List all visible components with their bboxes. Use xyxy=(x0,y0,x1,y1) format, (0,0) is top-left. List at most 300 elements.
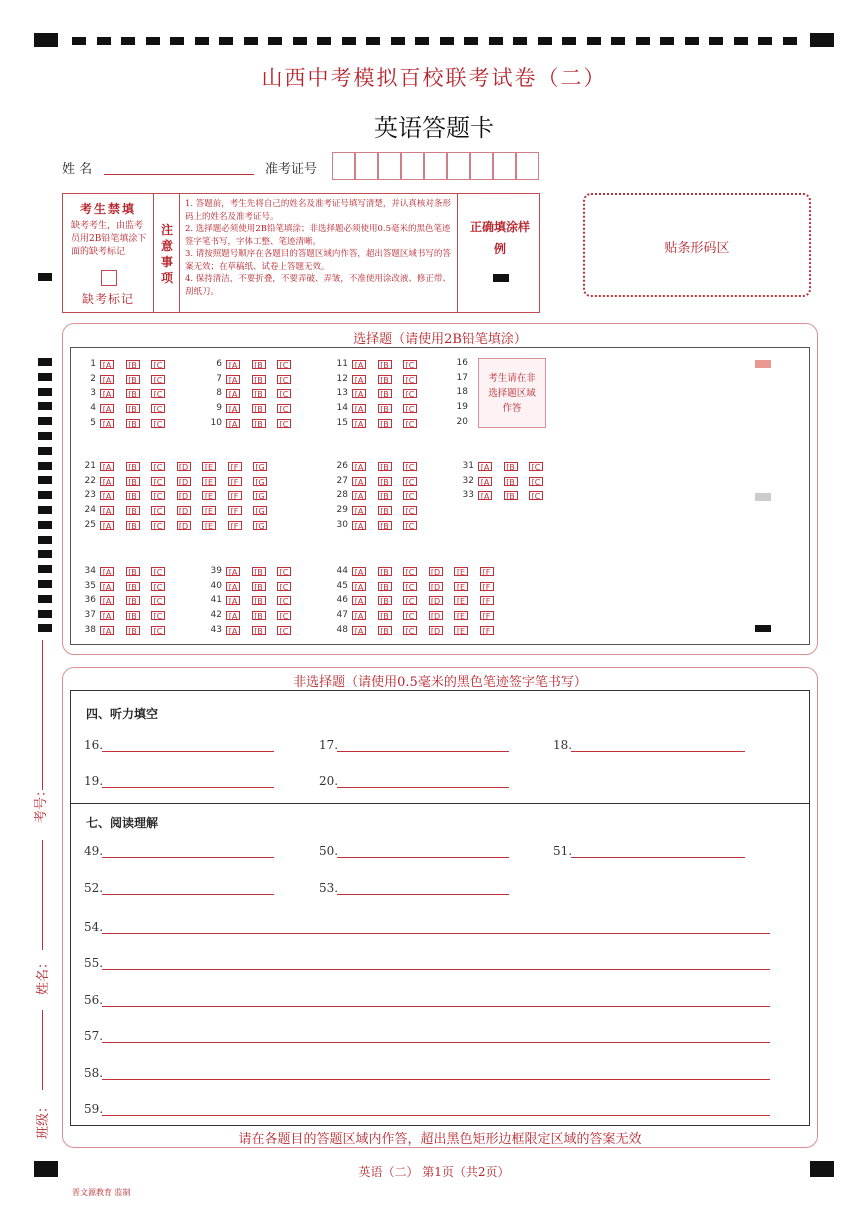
option-bubble[interactable]: [A xyxy=(100,477,114,486)
timing-mark xyxy=(38,506,52,514)
option-bubble[interactable]: [C xyxy=(277,389,291,398)
option-bubble[interactable]: [A xyxy=(226,596,240,605)
option-bubble[interactable]: [C xyxy=(277,611,291,620)
answer-line[interactable] xyxy=(102,932,770,934)
option-bubble[interactable]: [C xyxy=(277,582,291,591)
option-bubble[interactable]: [C xyxy=(403,360,417,369)
option-bubble[interactable]: [C xyxy=(151,596,165,605)
option-bubble[interactable]: [B xyxy=(504,477,518,486)
option-bubble[interactable]: [A xyxy=(226,419,240,428)
answer-label: 49. xyxy=(84,844,104,858)
question-number: 7 xyxy=(216,373,222,384)
option-bubble[interactable]: [C xyxy=(403,567,417,576)
answer-line[interactable] xyxy=(571,856,745,858)
ticket-digit-box[interactable] xyxy=(447,152,470,180)
question-number: 43 xyxy=(210,624,222,635)
question-number: 23 xyxy=(84,490,96,501)
option-bubble[interactable]: [C xyxy=(277,626,291,635)
option-bubble[interactable]: [E xyxy=(454,582,468,591)
option-bubble[interactable]: [A xyxy=(352,419,366,428)
option-bubble[interactable]: [C xyxy=(151,491,165,500)
option-bubble[interactable]: [C xyxy=(151,375,165,384)
option-bubble[interactable]: [C xyxy=(151,521,165,530)
option-bubble[interactable]: [B xyxy=(378,419,392,428)
option-bubble[interactable]: [B xyxy=(126,375,140,384)
page-number: 英语（二） 第1页（共2页） xyxy=(358,1165,510,1179)
option-bubble[interactable]: [D xyxy=(177,521,191,530)
answer-label: 52. xyxy=(84,881,104,895)
question-number: 10 xyxy=(210,417,222,428)
answer-label: 56. xyxy=(84,992,104,1007)
option-bubble[interactable]: [E xyxy=(454,596,468,605)
timing-mark xyxy=(440,37,454,45)
option-bubble[interactable]: [C xyxy=(151,506,165,515)
option-bubble[interactable]: [A xyxy=(352,477,366,486)
answer-line[interactable] xyxy=(337,786,509,788)
option-bubble[interactable]: [A xyxy=(352,506,366,515)
option-bubble[interactable]: [E xyxy=(202,491,216,500)
side-line xyxy=(42,640,43,790)
timing-mark xyxy=(38,521,52,529)
timing-mark xyxy=(38,595,52,603)
option-bubble[interactable]: [B xyxy=(252,375,266,384)
option-bubble[interactable]: [C xyxy=(403,389,417,398)
option-bubble[interactable]: [C xyxy=(151,567,165,576)
question-number: 6 xyxy=(216,359,222,369)
option-bubble[interactable]: [A xyxy=(100,462,114,471)
answer-line[interactable] xyxy=(337,856,509,858)
question-number: 24 xyxy=(84,505,96,516)
option-bubble[interactable]: [A xyxy=(352,360,366,369)
option-bubble[interactable]: [B xyxy=(126,596,140,605)
question-number: 45 xyxy=(336,580,348,591)
option-bubble[interactable]: [A xyxy=(100,611,114,620)
timing-mark xyxy=(783,37,797,45)
timing-mark xyxy=(195,37,209,45)
option-bubble[interactable]: [A xyxy=(100,506,114,515)
option-bubble[interactable]: [B xyxy=(252,389,266,398)
question-number: 27 xyxy=(336,475,348,486)
timing-mark xyxy=(562,37,576,45)
timing-mark xyxy=(38,536,52,544)
divider xyxy=(457,194,458,312)
answer-line[interactable] xyxy=(337,750,509,752)
option-bubble[interactable]: [B xyxy=(126,611,140,620)
answer-line[interactable] xyxy=(337,893,509,895)
answer-line[interactable] xyxy=(571,750,745,752)
option-bubble[interactable]: [A xyxy=(226,360,240,369)
part4-title: 四、听力填空 xyxy=(86,707,159,721)
ticket-label: 准考证号 xyxy=(265,162,318,177)
question-number: 39 xyxy=(210,566,222,576)
option-bubble[interactable]: [C xyxy=(151,462,165,471)
option-bubble[interactable]: [A xyxy=(352,596,366,605)
option-bubble[interactable]: [E xyxy=(202,521,216,530)
question-number: 37 xyxy=(84,610,96,621)
option-bubble[interactable]: [B xyxy=(126,477,140,486)
option-bubble[interactable]: [A xyxy=(100,404,114,413)
option-bubble[interactable]: [B xyxy=(378,626,392,635)
question-number: 32 xyxy=(462,475,474,486)
side-name: 姓名： xyxy=(36,955,52,996)
option-bubble[interactable]: [C xyxy=(403,404,417,413)
option-bubble[interactable]: [D xyxy=(429,611,443,620)
ticket-digit-box[interactable] xyxy=(378,152,401,180)
top-timing-marks xyxy=(72,37,800,45)
option-bubble[interactable]: [G xyxy=(253,491,267,500)
timing-mark xyxy=(244,37,258,45)
option-bubble[interactable]: [F xyxy=(228,521,242,530)
option-bubble[interactable]: [A xyxy=(478,462,492,471)
option-bubble[interactable]: [F xyxy=(480,626,494,635)
option-bubble[interactable]: [D xyxy=(177,477,191,486)
answer-label: 58. xyxy=(84,1065,104,1080)
option-bubble[interactable]: [B xyxy=(252,611,266,620)
question-number: 34 xyxy=(84,566,96,576)
timing-mark xyxy=(72,37,86,45)
option-bubble[interactable]: [F xyxy=(480,567,494,576)
timing-mark xyxy=(38,462,52,470)
option-bubble[interactable]: [E xyxy=(454,611,468,620)
option-bubble[interactable]: [C xyxy=(529,477,543,486)
option-bubble[interactable]: [C xyxy=(151,360,165,369)
timing-mark xyxy=(660,37,674,45)
question-number: 40 xyxy=(210,580,222,591)
option-bubble[interactable]: [C xyxy=(151,611,165,620)
timing-mark xyxy=(97,37,111,45)
question-number: 48 xyxy=(336,624,348,635)
non-choice-hint-box xyxy=(478,358,546,428)
option-bubble[interactable]: [C xyxy=(403,506,417,515)
option-bubble[interactable]: [E xyxy=(202,462,216,471)
answer-line[interactable] xyxy=(102,968,770,970)
option-bubble[interactable]: [A xyxy=(352,626,366,635)
option-bubble[interactable]: [A xyxy=(226,567,240,576)
option-bubble[interactable]: [A xyxy=(100,360,114,369)
option-bubble[interactable]: [B xyxy=(378,491,392,500)
option-bubble[interactable]: [A xyxy=(352,521,366,530)
answer-label: 18. xyxy=(553,738,573,752)
side-line xyxy=(42,1010,43,1090)
answer-line[interactable] xyxy=(102,1041,770,1043)
option-bubble[interactable]: [C xyxy=(277,596,291,605)
option-bubble[interactable]: [G xyxy=(253,462,267,471)
question-number: 26 xyxy=(336,461,348,471)
option-bubble[interactable]: [B xyxy=(504,462,518,471)
question-number: 21 xyxy=(84,461,96,471)
option-bubble[interactable]: [A xyxy=(100,626,114,635)
option-bubble[interactable]: [A xyxy=(100,521,114,530)
option-bubble[interactable]: [A xyxy=(352,375,366,384)
question-number: 14 xyxy=(336,403,348,414)
option-bubble[interactable]: [C xyxy=(151,582,165,591)
option-bubble[interactable]: [B xyxy=(252,582,266,591)
option-bubble[interactable]: [C xyxy=(277,360,291,369)
option-bubble[interactable]: [D xyxy=(429,567,443,576)
option-bubble[interactable]: [C xyxy=(403,626,417,635)
option-bubble[interactable]: [B xyxy=(126,419,140,428)
option-bubble[interactable]: [A xyxy=(226,375,240,384)
timing-mark xyxy=(219,37,233,45)
ticket-digit-box[interactable] xyxy=(516,152,539,180)
option-bubble[interactable]: [C xyxy=(403,477,417,486)
option-bubble[interactable]: [A xyxy=(226,626,240,635)
option-bubble[interactable]: [C xyxy=(529,462,543,471)
option-bubble[interactable]: [A xyxy=(100,389,114,398)
option-bubble[interactable]: [C xyxy=(151,419,165,428)
option-bubble[interactable]: [B xyxy=(252,419,266,428)
timing-mark xyxy=(611,37,625,45)
answer-line[interactable] xyxy=(102,750,274,752)
timing-mark xyxy=(38,491,52,499)
option-bubble[interactable]: [A xyxy=(352,462,366,471)
option-bubble[interactable]: [E xyxy=(202,477,216,486)
option-bubble[interactable]: [A xyxy=(226,582,240,591)
option-bubble[interactable]: [B xyxy=(252,360,266,369)
option-bubble[interactable]: [B xyxy=(126,582,140,591)
option-bubble[interactable]: [B xyxy=(126,389,140,398)
timing-mark xyxy=(170,37,184,45)
option-bubble[interactable]: [C xyxy=(277,375,291,384)
option-bubble[interactable]: [F xyxy=(228,506,242,515)
option-bubble[interactable]: [B xyxy=(378,404,392,413)
timing-mark xyxy=(268,37,282,45)
option-bubble[interactable]: [A xyxy=(352,567,366,576)
timing-mark xyxy=(587,37,601,45)
option-bubble[interactable]: [B xyxy=(126,491,140,500)
question-number: 47 xyxy=(336,610,348,621)
option-bubble[interactable]: [D xyxy=(429,626,443,635)
absent-checkbox[interactable] xyxy=(101,270,117,286)
option-bubble[interactable]: [B xyxy=(126,462,140,471)
barcode-area xyxy=(583,193,811,297)
option-bubble[interactable]: [B xyxy=(252,567,266,576)
option-bubble[interactable]: [C xyxy=(151,389,165,398)
ticket-digit-box[interactable] xyxy=(332,152,355,180)
option-bubble[interactable]: [B xyxy=(378,389,392,398)
timing-mark xyxy=(38,550,52,558)
option-bubble[interactable]: [B xyxy=(126,626,140,635)
question-number: 19 xyxy=(456,402,468,413)
option-bubble[interactable]: [A xyxy=(226,404,240,413)
timing-mark xyxy=(317,37,331,45)
option-bubble[interactable]: [B xyxy=(378,596,392,605)
option-bubble[interactable]: [A xyxy=(352,611,366,620)
question-number: 46 xyxy=(336,595,348,606)
answer-label: 51. xyxy=(553,844,573,858)
option-bubble[interactable]: [A xyxy=(478,491,492,500)
option-bubble[interactable]: [C xyxy=(151,626,165,635)
option-bubble[interactable]: [F xyxy=(228,462,242,471)
timing-mark xyxy=(121,37,135,45)
option-bubble[interactable]: [F xyxy=(228,477,242,486)
option-bubble[interactable]: [E xyxy=(202,506,216,515)
timing-mark xyxy=(391,37,405,45)
part7-title: 七、阅读理解 xyxy=(86,816,159,830)
timing-mark xyxy=(146,37,160,45)
option-bubble[interactable]: [D xyxy=(429,596,443,605)
option-bubble[interactable]: [B xyxy=(126,506,140,515)
question-number: 1 xyxy=(90,359,96,369)
option-bubble[interactable]: [A xyxy=(100,491,114,500)
ticket-digit-box[interactable] xyxy=(493,152,516,180)
option-bubble[interactable]: [B xyxy=(378,477,392,486)
option-bubble[interactable]: [A xyxy=(226,611,240,620)
option-bubble[interactable]: [C xyxy=(403,521,417,530)
option-bubble[interactable]: [F xyxy=(480,582,494,591)
divider xyxy=(179,194,180,312)
timing-mark xyxy=(366,37,380,45)
question-number: 31 xyxy=(462,461,474,471)
option-bubble[interactable]: [B xyxy=(378,462,392,471)
option-bubble[interactable]: [B xyxy=(378,611,392,620)
corner-mark-tr xyxy=(810,33,834,47)
sample-mark xyxy=(493,274,509,282)
option-bubble[interactable]: [F xyxy=(228,491,242,500)
timing-mark xyxy=(513,37,527,45)
option-bubble[interactable]: [D xyxy=(177,491,191,500)
option-bubble[interactable]: [A xyxy=(352,491,366,500)
option-bubble[interactable]: [C xyxy=(403,462,417,471)
notes-label: 注意事项 xyxy=(161,223,174,285)
sample-label: 正确填涂样例 xyxy=(469,220,530,256)
option-bubble[interactable]: [B xyxy=(126,567,140,576)
option-bubble[interactable]: [F xyxy=(480,611,494,620)
question-number: 12 xyxy=(336,373,348,384)
option-bubble[interactable]: [G xyxy=(253,521,267,530)
timing-mark xyxy=(415,37,429,45)
question-number: 42 xyxy=(210,610,222,621)
answer-line[interactable] xyxy=(102,856,274,858)
answer-line[interactable] xyxy=(102,1114,770,1116)
option-bubble[interactable]: [C xyxy=(277,419,291,428)
question-number: 9 xyxy=(216,403,222,414)
timing-mark xyxy=(342,37,356,45)
answer-line[interactable] xyxy=(102,1078,770,1080)
answer-label: 54. xyxy=(84,920,104,934)
timing-mark xyxy=(758,37,772,45)
option-bubble[interactable]: [D xyxy=(177,462,191,471)
name-label: 姓 名 xyxy=(62,162,93,177)
position-mark xyxy=(755,360,771,368)
printer-label: 晋文源教育 监制 xyxy=(72,1188,131,1197)
option-bubble[interactable]: [B xyxy=(504,491,518,500)
option-bubble[interactable]: [C xyxy=(403,491,417,500)
option-bubble[interactable]: [C xyxy=(277,404,291,413)
option-bubble[interactable]: [B xyxy=(378,360,392,369)
option-bubble[interactable]: [D xyxy=(177,506,191,515)
option-bubble[interactable]: [B xyxy=(252,404,266,413)
answer-label: 57. xyxy=(84,1029,104,1044)
option-bubble[interactable]: [E xyxy=(454,626,468,635)
note-item: 4. 保持清洁，不要折叠，不要弄破、弄皱，不准使用涂改液、修正带、刮纸刀。 xyxy=(185,274,451,297)
answer-label: 59. xyxy=(84,1102,104,1116)
option-bubble[interactable]: [C xyxy=(403,596,417,605)
option-bubble[interactable]: [A xyxy=(100,375,114,384)
timing-mark xyxy=(685,37,699,45)
bottom-warning: 请在各题目的答题区域内作答，超出黑色矩形边框限定区域的答案无效 xyxy=(238,1132,642,1147)
option-bubble[interactable]: [B xyxy=(126,404,140,413)
option-bubble[interactable]: [B xyxy=(252,596,266,605)
answer-label: 16. xyxy=(84,738,104,752)
option-bubble[interactable]: [B xyxy=(378,506,392,515)
answer-line[interactable] xyxy=(102,893,274,895)
timing-mark xyxy=(38,373,52,381)
option-bubble[interactable]: [C xyxy=(403,611,417,620)
option-bubble[interactable]: [B xyxy=(378,582,392,591)
option-bubble[interactable]: [C xyxy=(403,582,417,591)
option-bubble[interactable]: [B xyxy=(378,567,392,576)
option-bubble[interactable]: [A xyxy=(100,582,114,591)
position-mark xyxy=(755,493,771,501)
option-bubble[interactable]: [C xyxy=(529,491,543,500)
option-bubble[interactable]: [B xyxy=(378,375,392,384)
option-bubble[interactable]: [A xyxy=(478,477,492,486)
option-bubble[interactable]: [G xyxy=(253,506,267,515)
option-bubble[interactable]: [B xyxy=(378,521,392,530)
option-bubble[interactable]: [C xyxy=(151,404,165,413)
option-bubble[interactable]: [E xyxy=(454,567,468,576)
ticket-digit-box[interactable] xyxy=(401,152,424,180)
name-field[interactable] xyxy=(104,174,254,175)
option-bubble[interactable]: [A xyxy=(100,419,114,428)
question-number: 20 xyxy=(456,416,468,427)
left-timing-marks xyxy=(38,358,52,638)
card-title: 英语答题卡 xyxy=(374,114,494,142)
timing-mark xyxy=(38,402,52,410)
question-number: 13 xyxy=(336,388,348,399)
option-bubble[interactable]: [F xyxy=(480,596,494,605)
option-bubble[interactable]: [A xyxy=(100,596,114,605)
timing-mark xyxy=(38,358,52,366)
option-bubble[interactable]: [A xyxy=(352,404,366,413)
option-bubble[interactable]: [A xyxy=(352,389,366,398)
option-bubble[interactable]: [C xyxy=(403,419,417,428)
answer-label: 19. xyxy=(84,774,104,788)
question-number: 30 xyxy=(336,519,348,530)
option-bubble[interactable]: [A xyxy=(100,567,114,576)
answer-label: 17. xyxy=(319,738,339,752)
timing-mark xyxy=(38,565,52,573)
side-class: 班级： xyxy=(36,1099,52,1140)
ticket-digit-box[interactable] xyxy=(424,152,447,180)
option-bubble[interactable]: [B xyxy=(126,521,140,530)
non-choice-title: 非选择题（请使用0.5毫米的黑色笔迹签字笔书写） xyxy=(293,675,587,690)
option-bubble[interactable]: [B xyxy=(126,360,140,369)
option-bubble[interactable]: [B xyxy=(252,626,266,635)
option-bubble[interactable]: [G xyxy=(253,477,267,486)
option-bubble[interactable]: [C xyxy=(277,567,291,576)
exam-title: 山西中考模拟百校联考试卷（二） xyxy=(261,66,607,90)
option-bubble[interactable]: [D xyxy=(429,582,443,591)
ticket-digit-box[interactable] xyxy=(470,152,493,180)
answer-line[interactable] xyxy=(102,786,274,788)
absent-title: 考生禁填 xyxy=(79,202,136,216)
notes-list xyxy=(185,198,457,298)
timing-mark xyxy=(38,417,52,425)
option-bubble[interactable]: [A xyxy=(226,389,240,398)
question-number: 36 xyxy=(84,595,96,606)
ticket-digit-box[interactable] xyxy=(355,152,378,180)
option-bubble[interactable]: [A xyxy=(352,582,366,591)
question-number: 4 xyxy=(90,403,96,414)
divider xyxy=(70,803,810,804)
answer-line[interactable] xyxy=(102,1005,770,1007)
absent-area xyxy=(63,194,154,312)
timing-mark xyxy=(293,37,307,45)
option-bubble[interactable]: [C xyxy=(403,375,417,384)
option-bubble[interactable]: [C xyxy=(151,477,165,486)
